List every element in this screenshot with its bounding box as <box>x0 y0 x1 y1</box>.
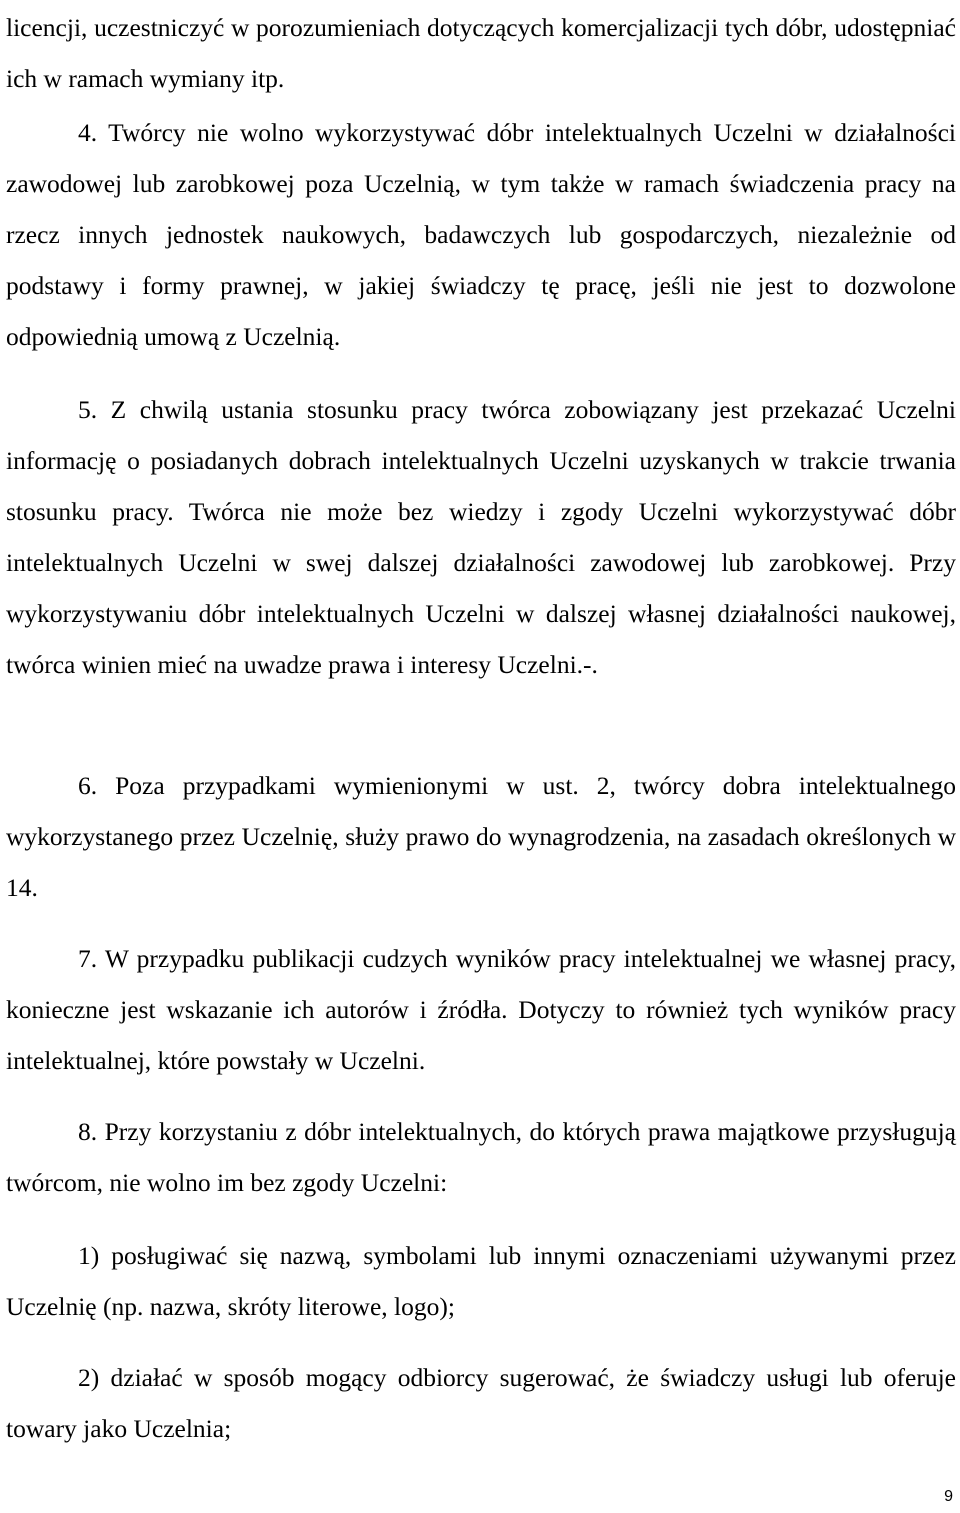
paragraph-continuation: licencji, uczestniczyć w porozumieniach dotyczących komercjalizacji tych dóbr, udostępniać ich w ramach wymiany itp. <box>6 13 956 93</box>
paragraph-6: 6. Poza przypadkami wymienionymi w ust. 2, twórcy dobra intelektualnego wykorzystanego przez Uczelnię, służy prawo do wynagrodzenia, na zasadach określonych w 14. <box>6 771 956 902</box>
paragraph-4: 4. Twórcy nie wolno wykorzystywać dóbr intelektualnych Uczelni w działalności zawodowej lub zarobkowej poza Uczelnią, w tym także w ramach świadczenia pracy na rzecz innych jednostek naukowych, badawczych lub gospodarczych, niezależnie od podstawy i formy prawnej, w jakiej świadczy tę pracę, jeśli nie jest to dozwolone odpowiednią umową z Uczelnią. <box>6 118 956 351</box>
paragraph-5: 5. Z chwilą ustania stosunku pracy twórca zobowiązany jest przekazać Uczelni informację o posiadanych dobrach intelektualnych Uczelni uzyskanych w trakcie trwania stosunku pracy. Twórca nie może bez wiedzy i zgody Uczelni wykorzystywać dóbr intelektualnych Uczelni w swej dalszej działalności zawodowej lub zarobkowej. Przy wykorzystywaniu dóbr intelektualnych Uczelni w dalszej własnej działalności naukowej, twórca winien mieć na uwadze prawa i interesy Uczelni.-. <box>6 395 956 679</box>
paragraph-7: 7. W przypadku publikacji cudzych wyników pracy intelektualnej we własnej pracy, konieczne jest wskazanie ich autorów i źródła. Dotyczy to również tych wyników pracy intelektualnej, które powstały w Uczelni. <box>6 944 956 1075</box>
paragraph-8: 8. Przy korzystaniu z dóbr intelektualnych, do których prawa majątkowe przysługują twórcom, nie wolno im bez zgody Uczelni: <box>6 1117 956 1197</box>
list-item-2: 2) działać w sposób mogący odbiorcy sugerować, że świadczy usługi lub oferuje towary jako Uczelnia; <box>6 1363 956 1443</box>
list-item-1: 1) posługiwać się nazwą, symbolami lub innymi oznaczeniami używanymi przez Uczelnię (np. nazwa, skróty literowe, logo); <box>6 1241 956 1321</box>
page-number: 9 <box>944 1488 953 1505</box>
